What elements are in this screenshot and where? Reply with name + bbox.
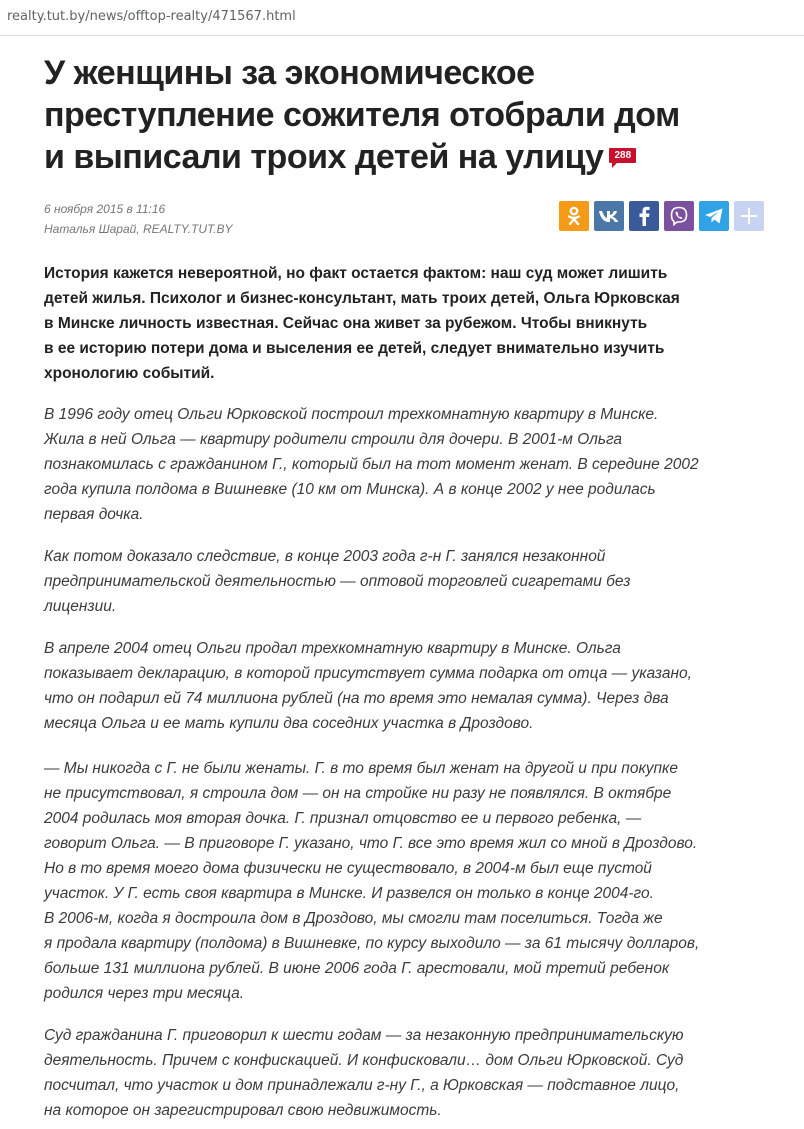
paragraph-line: говорит Ольга. — В приговоре Г. указано, что Г. все это время жил со мной в Дроздово. [44, 835, 698, 852]
article-paragraph [44, 1023, 774, 1123]
article-paragraph [44, 636, 774, 736]
paragraph-line: 2004 родилась моя вторая дочка. Г. признал отцовство ее и первого ребенка, — [44, 810, 642, 827]
plus-icon [740, 207, 758, 225]
article-title [44, 52, 764, 178]
paragraph-line: первая дочка. [44, 506, 144, 523]
share-viber-button[interactable] [664, 201, 694, 231]
paragraph-line: В 1996 году отец Ольги Юрковской построил трехкомнатную квартиру в Минске. [44, 406, 659, 423]
article-title-line [44, 136, 764, 178]
paragraph-line: В 2006-м, когда я достроила дом в Дроздово, мы смогли там поселиться. Тогда же [44, 910, 663, 927]
paragraph-line: участок. У Г. есть своя квартира в Минске. И развелся он только в конце 2004-го. [44, 885, 654, 902]
article-title-line: преступление сожителя отобрали дом [44, 96, 680, 134]
paragraph-line: не присутствовал, я строила дом — он на стройке ни разу не появлялся. В октябре [44, 785, 672, 802]
paragraph-line: Но в то время моего дома физически не существовало, в 2004-м был еще пустой [44, 860, 652, 877]
paragraph-line: предпринимательской деятельностью — оптовой торговлей сигаретами без [44, 573, 631, 590]
article-paragraph [44, 756, 774, 1006]
article-title-line-text: и выписали троих детей на улицу [44, 138, 604, 176]
article-meta [44, 199, 233, 239]
lead-line: хронологию событий. [44, 365, 215, 382]
share-buttons [559, 201, 764, 231]
share-facebook-button[interactable] [629, 201, 659, 231]
lead-line: в ее историю потери дома и выселения ее детей, следует внимательно изучить [44, 340, 665, 357]
article-date: 6 ноября 2015 в 11:16 [44, 202, 166, 216]
article-title-line: У женщины за экономическое [44, 54, 535, 92]
odnoklassniki-icon [566, 206, 582, 226]
address-bar-url[interactable]: realty.tut.by/news/offtop-realty/471567.html [7, 9, 296, 24]
paragraph-line: Как потом доказало следствие, в конце 2003 года г-н Г. занялся незаконной [44, 548, 606, 565]
paragraph-line: года купила полдома в Вишневке (10 км от Минска). А в конце 2002 у нее родилась [44, 481, 656, 498]
paragraph-line: лицензии. [44, 598, 117, 615]
article-lead [44, 261, 764, 386]
paragraph-line: на которое он зарегистрировал свою недвижимость. [44, 1102, 442, 1119]
viber-icon [669, 206, 689, 226]
article-paragraph [44, 402, 774, 527]
share-odnoklassniki-button[interactable] [559, 201, 589, 231]
article-author: Наталья Шарай, REALTY.TUT.BY [44, 222, 233, 236]
telegram-icon [704, 207, 724, 225]
paragraph-line: месяца Ольга и ее мать купили два соседних участка в Дроздово. [44, 715, 534, 732]
paragraph-line: я продала квартиру (полдома) в Вишневке, по курсу выходило — за 61 тысячу долларов, [44, 935, 700, 952]
share-vk-button[interactable] [594, 201, 624, 231]
facebook-icon [638, 206, 650, 226]
paragraph-line: Суд гражданина Г. приговорил к шести годам — за незаконную предпринимательскую [44, 1027, 684, 1044]
share-telegram-button[interactable] [699, 201, 729, 231]
vk-icon [598, 209, 620, 223]
paragraph-line: больше 131 миллиона рублей. В июне 2006 года Г. арестовали, мой третий ребенок [44, 960, 670, 977]
paragraph-line: что он подарил ей 74 миллиона рублей (на то время это немалая сумма). Через два [44, 690, 669, 707]
lead-line: в Минске личность известная. Сейчас она живет за рубежом. Чтобы вникнуть [44, 315, 648, 332]
paragraph-line: познакомилась с гражданином Г., который был на тот момент женат. В середине 2002 [44, 456, 699, 473]
article-paragraph [44, 544, 774, 619]
paragraph-line: В апреле 2004 отец Ольги продал трехкомнатную квартиру в Минске. Ольга [44, 640, 621, 657]
address-bar[interactable] [0, 0, 804, 36]
lead-line: История кажется невероятной, но факт остается фактом: наш суд может лишить [44, 265, 668, 282]
comments-count-badge[interactable]: 288 [609, 148, 636, 163]
paragraph-line: показывает декларацию, в которой присутствует сумма подарка от отца — указано, [44, 665, 692, 682]
paragraph-line: Жила в ней Ольга — квартиру родители строили для дочери. В 2001-м Ольга [44, 431, 623, 448]
paragraph-line: — Мы никогда с Г. не были женаты. Г. в то время был женат на другой и при покупке [44, 760, 678, 777]
paragraph-line: родился через три месяца. [44, 985, 245, 1002]
lead-line: детей жилья. Психолог и бизнес-консультант, мать троих детей, Ольга Юрковская [44, 290, 680, 307]
share-more-button[interactable] [734, 201, 764, 231]
paragraph-line: посчитал, что участок и дом принадлежали г-ну Г., а Юрковская — подставное лицо, [44, 1077, 680, 1094]
paragraph-line: деятельность. Причем с конфискацией. И конфисковали… дом Ольги Юрковской. Суд [44, 1052, 684, 1069]
